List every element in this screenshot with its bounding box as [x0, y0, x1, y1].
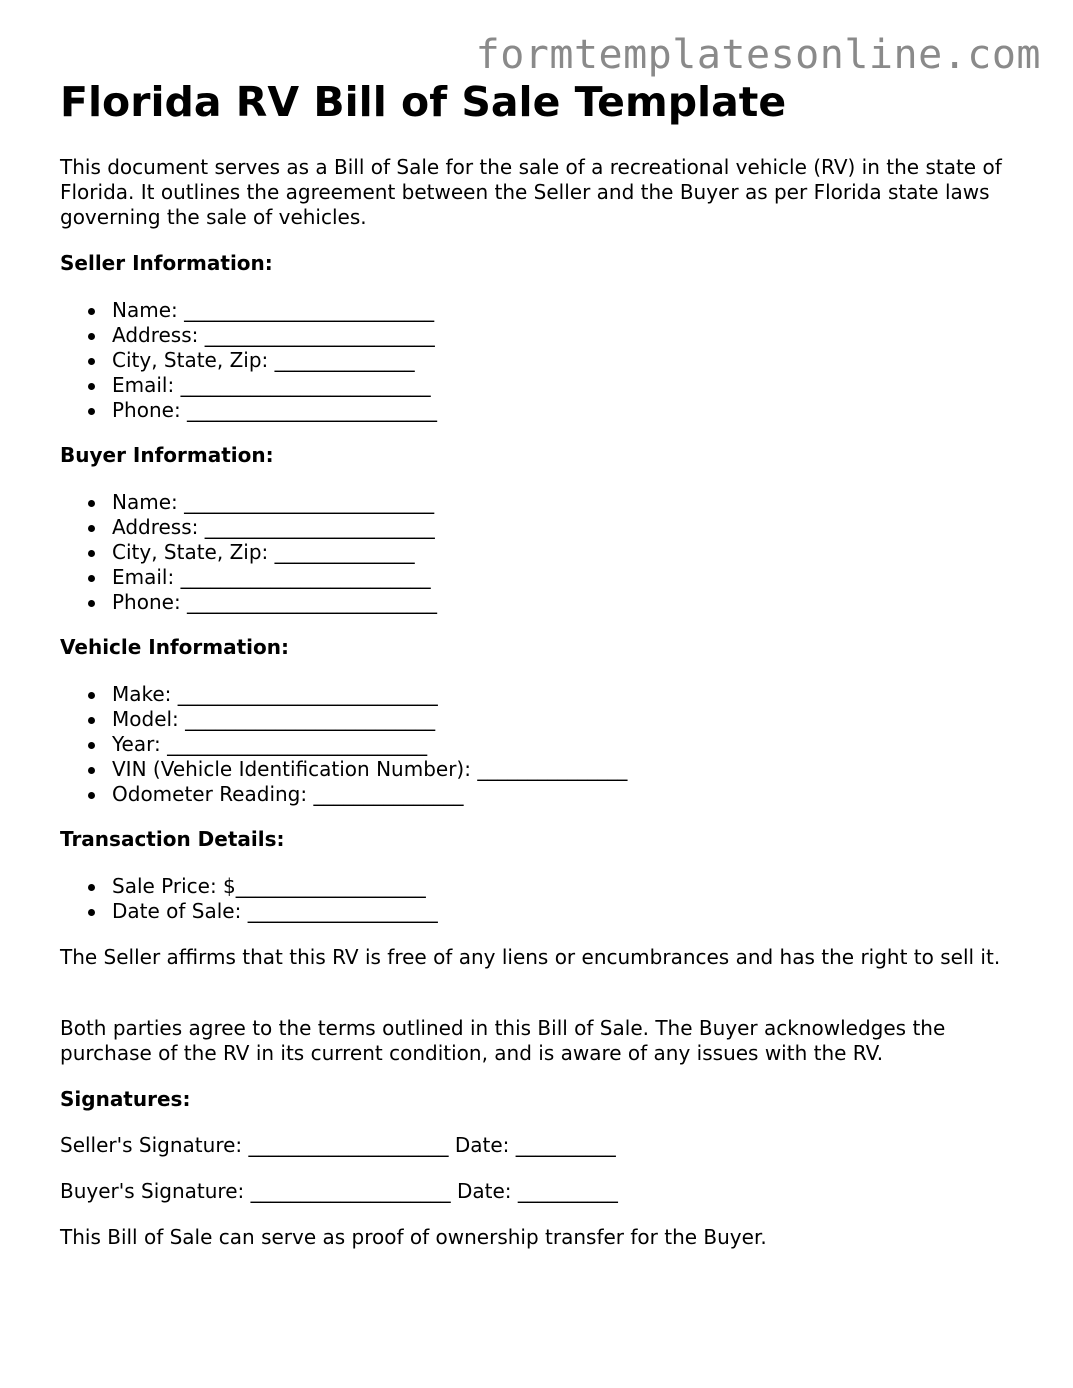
seller-address-field: Address: _______________________ — [112, 323, 437, 348]
vehicle-model-field: Model: _________________________ — [112, 707, 627, 732]
buyer-signature-line: Buyer's Signature: ____________________ Date: __________ — [60, 1179, 618, 1203]
vehicle-year-field: Year: __________________________ — [112, 732, 627, 757]
buyer-name-field: Name: _________________________ — [112, 490, 437, 515]
seller-name-field: Name: _________________________ — [112, 298, 437, 323]
seller-city-state-zip-field: City, State, Zip: ______________ — [112, 348, 437, 373]
vehicle-heading: Vehicle Information: — [60, 635, 289, 659]
transaction-fields — [60, 874, 438, 924]
buyer-email-field: Email: _________________________ — [112, 565, 437, 590]
buyer-address-field: Address: _______________________ — [112, 515, 437, 540]
buyer-phone-field: Phone: _________________________ — [112, 590, 438, 614]
seller-signature-line: Seller's Signature: ____________________ Date: __________ — [60, 1133, 616, 1157]
buyer-city-state-zip-field: City, State, Zip: ______________ — [112, 540, 437, 565]
vehicle-make-field: Make: __________________________ — [112, 682, 627, 707]
vehicle-fields — [60, 682, 627, 807]
agreement-paragraph: Both parties agree to the terms outlined in this Bill of Sale. The Buyer acknowledges the purchase of the RV in its current condition, and is aware of any issues with the RV. — [60, 1016, 946, 1065]
seller-email-field: Email: _________________________ — [112, 373, 437, 398]
seller-heading: Seller Information: — [60, 251, 273, 275]
page-title: Florida RV Bill of Sale Template — [60, 78, 787, 126]
transaction-heading: Transaction Details: — [60, 827, 285, 851]
buyer-heading: Buyer Information: — [60, 443, 274, 467]
seller-phone-field: Phone: _________________________ — [112, 398, 438, 422]
closing-paragraph: This Bill of Sale can serve as proof of ownership transfer for the Buyer. — [60, 1225, 767, 1249]
signatures-heading: Signatures: — [60, 1087, 191, 1111]
sale-price-field: Sale Price: $___________________ — [112, 874, 438, 899]
watermark: formtemplatesonline.com — [475, 32, 1041, 78]
seller-fields — [60, 298, 437, 423]
vehicle-vin-field: VIN (Vehicle Identification Number): _______________ — [112, 757, 628, 781]
intro-paragraph: This document serves as a Bill of Sale for the sale of a recreational vehicle (RV) in the state of Florida. It outlines the agreement between the Seller and the Buyer as per Florida state laws governing the sale of vehicles. — [60, 155, 1002, 229]
buyer-fields — [60, 490, 437, 615]
vehicle-odometer-field: Odometer Reading: _______________ — [112, 782, 627, 807]
affirmation-paragraph: The Seller affirms that this RV is free of any liens or encumbrances and has the right to sell it. — [60, 945, 1001, 969]
date-of-sale-field: Date of Sale: ___________________ — [112, 899, 438, 923]
